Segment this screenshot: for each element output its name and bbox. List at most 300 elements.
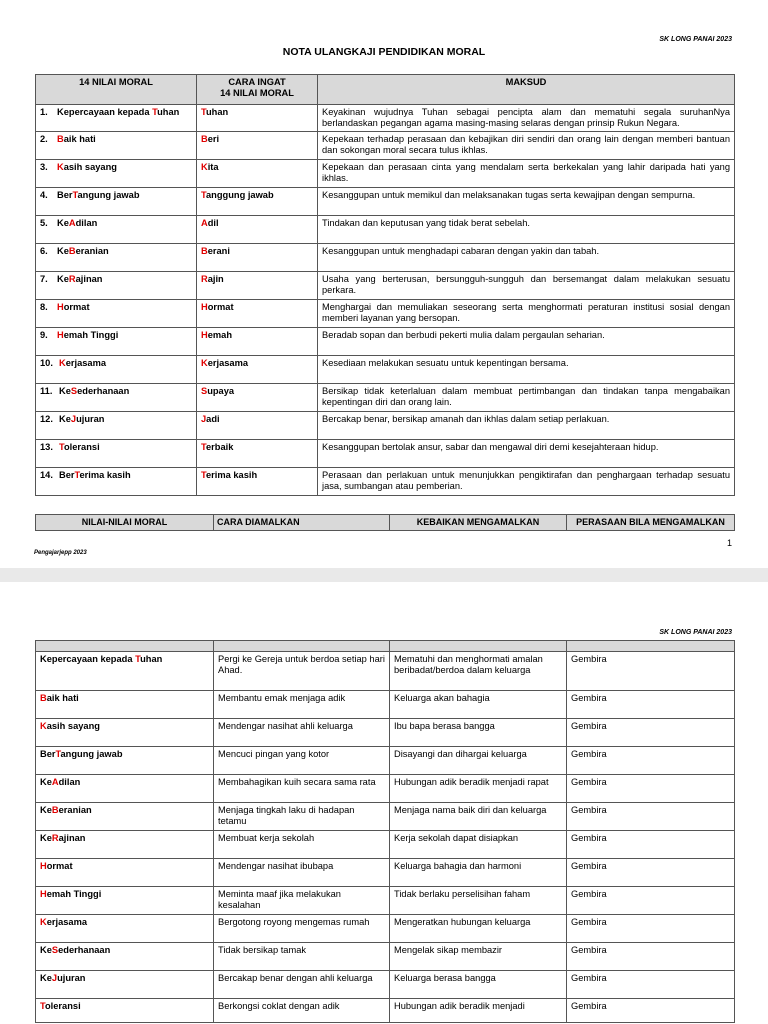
cue-key-letter: J xyxy=(201,414,207,424)
cue-word-rest: erjasama xyxy=(207,358,249,368)
value-name-cell xyxy=(36,943,214,971)
practice-table xyxy=(35,640,735,1023)
header-cara-ingat-line2: 14 NILAI MORAL xyxy=(220,88,294,98)
value-name-rest: ajinan xyxy=(75,274,103,284)
meaning-text: Kesanggupan untuk memikul dan melaksanakan tugas serta kewajipan dengan sempurna. xyxy=(322,190,696,200)
school-header: SK LONG PANAI 2023 xyxy=(659,36,732,43)
value-key-letter: H xyxy=(40,889,47,899)
meaning-text: Kepekaan terhadap perasaan dan kebajikan diri sendiri dan orang lain dengan memberi bantuan dan sokongan moral secara tulus ikhlas. xyxy=(322,134,730,155)
value-name-cell xyxy=(36,105,197,132)
cue-key-letter: T xyxy=(201,190,206,200)
benefit-cell xyxy=(390,915,567,943)
value-name-rest: asih sayang xyxy=(63,162,117,172)
footer-credit: Pengajarjepp 2023 xyxy=(34,550,87,556)
document-page-2 xyxy=(0,582,768,1024)
practice-cell xyxy=(214,803,390,831)
meaning-text: Tindakan dan keputusan yang tidak berat sebelah. xyxy=(322,218,530,228)
benefit-text: Keluarga bahagia dan harmoni xyxy=(394,861,522,871)
meaning-cell xyxy=(318,356,735,384)
value-name-cell xyxy=(36,803,214,831)
meaning-cell xyxy=(318,244,735,272)
value-name-prefix: Ke xyxy=(59,386,71,396)
meaning-text: Kepekaan dan perasaan cinta yang mendalam serta berkekalan yang lahir daripada hati yang ikhlas. xyxy=(322,162,730,183)
practice-text: Mendengar nasihat ibubapa xyxy=(218,861,334,871)
value-key-letter: R xyxy=(51,833,59,843)
header-maksud: MAKSUD xyxy=(318,75,735,105)
value-name-rest: uhan xyxy=(157,107,180,117)
table-row xyxy=(36,188,735,216)
table-row xyxy=(36,915,735,943)
value-name-cell xyxy=(36,999,214,1023)
benefit-text: Hubungan adik beradik menjadi xyxy=(394,1001,525,1011)
header-cara-ingat-line1: CARA INGAT xyxy=(228,77,286,87)
value-name-prefix: Ke xyxy=(40,777,52,787)
value-key-letter: T xyxy=(40,1001,45,1011)
value-name-prefix: Kepercayaan kepada xyxy=(40,654,136,664)
value-name-prefix: Ke xyxy=(40,973,52,983)
feeling-cell xyxy=(567,719,735,747)
practice-cell xyxy=(214,887,390,915)
table-row xyxy=(36,775,735,803)
value-key-letter: S xyxy=(70,386,78,396)
value-name-rest: aik hati xyxy=(63,134,96,144)
practice-text: Menjaga tingkah laku di hadapan tetamu xyxy=(218,805,355,826)
value-name-rest: uhan xyxy=(140,654,163,664)
value-key-letter: T xyxy=(152,107,158,117)
table-row xyxy=(36,160,735,188)
moral-values-table xyxy=(35,74,735,496)
table-row xyxy=(36,356,735,384)
header-cell xyxy=(390,641,567,652)
memory-cue-cell xyxy=(197,160,318,188)
table-row xyxy=(36,747,735,775)
value-name-rest: ormat xyxy=(63,302,90,312)
cue-word-rest: dil xyxy=(207,218,219,228)
feeling-cell xyxy=(567,859,735,887)
cue-word-rest: ormat xyxy=(207,302,234,312)
value-name-prefix: Ke xyxy=(59,414,71,424)
table-row xyxy=(36,244,735,272)
benefit-text: Kerja sekolah dapat disiapkan xyxy=(394,833,519,843)
memory-cue-cell xyxy=(197,384,318,412)
row-number: 6. xyxy=(40,246,48,256)
value-name-cell xyxy=(36,328,197,356)
cue-word-rest: erani xyxy=(207,246,230,256)
memory-cue-cell xyxy=(197,272,318,300)
header-cell xyxy=(567,641,735,652)
practice-text: Mencuci pingan yang kotor xyxy=(218,749,330,759)
value-name-cell xyxy=(36,440,197,468)
meaning-cell xyxy=(318,328,735,356)
value-name-cell xyxy=(36,887,214,915)
cue-word-rest: eri xyxy=(207,134,220,144)
benefit-cell xyxy=(390,971,567,999)
practice-cell xyxy=(214,747,390,775)
value-name-prefix: Ke xyxy=(57,274,69,284)
value-name-rest: angung jawab xyxy=(60,749,123,759)
meaning-text: Perasaan dan perlakuan untuk menunjukkan pengiktirafan dan penghargaan terhadap sesuatu jasa, sumbangan atau pemberian. xyxy=(322,470,730,491)
value-name-rest: erjasama xyxy=(65,358,107,368)
benefit-text: Ibu bapa berasa bangga xyxy=(394,721,495,731)
cue-word-rest: uhan xyxy=(206,107,229,117)
value-name-cell xyxy=(36,244,197,272)
meaning-cell xyxy=(318,384,735,412)
table-row xyxy=(36,105,735,132)
value-key-letter: K xyxy=(59,358,66,368)
memory-cue-cell xyxy=(197,105,318,132)
value-key-letter: B xyxy=(57,134,64,144)
table-header-row xyxy=(36,515,735,531)
value-name-rest: ujuran xyxy=(57,973,86,983)
cue-word-rest: erima kasih xyxy=(206,470,258,480)
feeling-cell xyxy=(567,652,735,691)
benefit-text: Mengeratkan hubungan keluarga xyxy=(394,917,531,927)
table-row xyxy=(36,132,735,160)
practice-text: Mendengar nasihat ahli keluarga xyxy=(218,721,353,731)
value-name-rest: ederhanaan xyxy=(77,386,130,396)
value-name-rest: dilan xyxy=(58,777,81,787)
practice-text: Tidak bersikap tamak xyxy=(218,945,307,955)
value-key-letter: J xyxy=(70,414,77,424)
benefit-cell xyxy=(390,691,567,719)
row-number: 13. xyxy=(40,442,53,452)
cue-word-rest: ita xyxy=(207,162,219,172)
value-key-letter: K xyxy=(40,721,47,731)
practice-cell xyxy=(214,831,390,859)
value-name-rest: ujuran xyxy=(76,414,105,424)
header-kebaikan: KEBAIKAN MENGAMALKAN xyxy=(390,515,567,531)
table-row xyxy=(36,216,735,244)
practice-text: Meminta maaf jika melakukan kesalahan xyxy=(218,889,341,910)
cue-key-letter: K xyxy=(201,358,208,368)
row-number: 10. xyxy=(40,358,53,368)
cue-key-letter: T xyxy=(201,470,206,480)
memory-cue-cell xyxy=(197,328,318,356)
table-row xyxy=(36,691,735,719)
meaning-text: Kesanggupan untuk menghadapi cabaran dengan yakin dan tabah. xyxy=(322,246,600,256)
value-key-letter: S xyxy=(51,945,59,955)
feeling-text: Gembira xyxy=(571,805,607,815)
meaning-text: Beradab sopan dan berbudi pekerti mulia dalam pergaulan seharian. xyxy=(322,330,605,340)
value-name-prefix: Ber xyxy=(59,470,75,480)
memory-cue-cell xyxy=(197,216,318,244)
practice-text: Membuat kerja sekolah xyxy=(218,833,315,843)
practice-text: Bercakap benar dengan ahli keluarga xyxy=(218,973,373,983)
table-row xyxy=(36,412,735,440)
feeling-text: Gembira xyxy=(571,861,607,871)
cue-key-letter: T xyxy=(201,442,206,452)
value-name-rest: angung jawab xyxy=(77,190,140,200)
benefit-text: Menjaga nama baik diri dan keluarga xyxy=(394,805,547,815)
benefit-cell xyxy=(390,747,567,775)
practice-cell xyxy=(214,943,390,971)
benefit-cell xyxy=(390,943,567,971)
header-nilai-nilai: NILAI-NILAI MORAL xyxy=(36,515,214,531)
feeling-cell xyxy=(567,803,735,831)
meaning-cell xyxy=(318,105,735,132)
practice-cell xyxy=(214,999,390,1023)
memory-cue-cell xyxy=(197,132,318,160)
value-name-cell xyxy=(36,691,214,719)
table-row xyxy=(36,652,735,691)
value-name-rest: asih sayang xyxy=(46,721,100,731)
cue-word-rest: adi xyxy=(206,414,220,424)
value-name-prefix: Ke xyxy=(57,218,69,228)
practice-text: Membantu emak menjaga adik xyxy=(218,693,346,703)
cue-word-rest: emah xyxy=(207,330,233,340)
table-header-row xyxy=(36,641,735,652)
feeling-text: Gembira xyxy=(571,654,607,664)
value-name-cell xyxy=(36,160,197,188)
benefit-cell xyxy=(390,887,567,915)
value-name-cell xyxy=(36,356,197,384)
value-name-cell xyxy=(36,831,214,859)
memory-cue-cell xyxy=(197,440,318,468)
meaning-text: Menghargai dan memuliakan seseorang serta menghormati peraturan institusi sosial dengan memberi layanan yang bersopan. xyxy=(322,302,730,323)
table-row xyxy=(36,440,735,468)
table-row xyxy=(36,999,735,1023)
benefit-text: Keluarga akan bahagia xyxy=(394,693,490,703)
benefit-cell xyxy=(390,652,567,691)
table-header-row xyxy=(36,75,735,105)
value-name-rest: ederhanaan xyxy=(58,945,111,955)
header-cell xyxy=(214,641,390,652)
value-key-letter: T xyxy=(59,442,64,452)
practice-text: Pergi ke Gereja untuk berdoa setiap hari Ahad. xyxy=(218,654,385,675)
value-name-cell xyxy=(36,272,197,300)
value-name-rest: ormat xyxy=(46,861,73,871)
table-row xyxy=(36,859,735,887)
value-name-cell xyxy=(36,412,197,440)
practice-cell xyxy=(214,691,390,719)
meaning-text: Kesanggupan bertolak ansur, sabar dan mengawal diri demi kesejahteraan hidup. xyxy=(322,442,659,452)
table-row xyxy=(36,384,735,412)
table-row xyxy=(36,272,735,300)
benefit-cell xyxy=(390,719,567,747)
table-row xyxy=(36,971,735,999)
memory-cue-cell xyxy=(197,244,318,272)
memory-cue-cell xyxy=(197,188,318,216)
feeling-text: Gembira xyxy=(571,917,607,927)
value-key-letter: B xyxy=(40,693,47,703)
table-row xyxy=(36,328,735,356)
value-key-letter: T xyxy=(72,190,78,200)
practice-text: Membahagikan kuih secara sama rata xyxy=(218,777,376,787)
meaning-text: Bersikap tidak keterlaluan dalam membuat pertimbangan dan tindakan tanpa mengabaikan kepentingan diri dan orang lain. xyxy=(322,386,730,407)
value-key-letter: H xyxy=(57,302,64,312)
value-name-cell xyxy=(36,216,197,244)
value-key-letter: K xyxy=(40,917,47,927)
value-name-cell xyxy=(36,300,197,328)
practice-cell xyxy=(214,652,390,691)
row-number: 8. xyxy=(40,302,48,312)
table-row xyxy=(36,943,735,971)
feeling-cell xyxy=(567,943,735,971)
row-number: 14. xyxy=(40,470,53,480)
feeling-text: Gembira xyxy=(571,1001,607,1011)
feeling-text: Gembira xyxy=(571,889,607,899)
meaning-cell xyxy=(318,468,735,496)
value-key-letter: A xyxy=(51,777,59,787)
value-name-prefix: Ber xyxy=(57,190,73,200)
value-name-rest: aik hati xyxy=(46,693,79,703)
feeling-cell xyxy=(567,831,735,859)
value-name-rest: erjasama xyxy=(46,917,88,927)
practice-cell xyxy=(214,915,390,943)
page-number: 1 xyxy=(726,538,732,548)
value-name-rest: oleransi xyxy=(45,1001,81,1011)
value-name-prefix: Ke xyxy=(57,246,69,256)
row-number: 3. xyxy=(40,162,48,172)
memory-cue-cell xyxy=(197,412,318,440)
value-key-letter: H xyxy=(57,330,64,340)
value-key-letter: R xyxy=(68,274,76,284)
value-name-prefix: Ber xyxy=(40,749,56,759)
value-name-rest: erima kasih xyxy=(79,470,131,480)
value-key-letter: T xyxy=(74,470,80,480)
meaning-cell xyxy=(318,440,735,468)
feeling-text: Gembira xyxy=(571,973,607,983)
row-number: 11. xyxy=(40,386,53,396)
row-number: 5. xyxy=(40,218,48,228)
value-name-prefix: Ke xyxy=(40,833,52,843)
feeling-cell xyxy=(567,691,735,719)
benefit-text: Keluarga berasa bangga xyxy=(394,973,496,983)
practice-cell xyxy=(214,971,390,999)
cue-key-letter: R xyxy=(201,274,208,284)
value-name-rest: oleransi xyxy=(64,442,100,452)
table-row xyxy=(36,831,735,859)
meaning-cell xyxy=(318,216,735,244)
cue-key-letter: B xyxy=(201,246,208,256)
value-name-rest: emah Tinggi xyxy=(63,330,119,340)
feeling-cell xyxy=(567,775,735,803)
value-name-prefix: Ke xyxy=(40,945,52,955)
school-header: SK LONG PANAI 2023 xyxy=(659,629,732,636)
value-name-rest: dilan xyxy=(75,218,98,228)
cue-key-letter: T xyxy=(201,107,206,117)
cue-word-rest: anggung jawab xyxy=(206,190,274,200)
meaning-cell xyxy=(318,132,735,160)
value-name-cell xyxy=(36,971,214,999)
meaning-cell xyxy=(318,272,735,300)
feeling-text: Gembira xyxy=(571,693,607,703)
meaning-text: Keyakinan wujudnya Tuhan sebagai pencipta alam dan mematuhi segala suruhanNya berlandaskan pegangan agama masing-masing selaras dengan prinsip Rukun Negara. xyxy=(322,107,730,128)
feeling-text: Gembira xyxy=(571,721,607,731)
cue-key-letter: A xyxy=(201,218,208,228)
feeling-cell xyxy=(567,747,735,775)
practice-cell xyxy=(214,859,390,887)
benefit-cell xyxy=(390,775,567,803)
feeling-cell xyxy=(567,915,735,943)
cue-key-letter: S xyxy=(201,386,208,396)
value-name-rest: emah Tinggi xyxy=(46,889,102,899)
feeling-cell xyxy=(567,887,735,915)
value-name-rest: eranian xyxy=(75,246,109,256)
value-name-rest: ajinan xyxy=(58,833,86,843)
value-key-letter: K xyxy=(57,162,64,172)
value-name-cell xyxy=(36,775,214,803)
cue-word-rest: erbaik xyxy=(206,442,234,452)
value-name-cell xyxy=(36,188,197,216)
meaning-cell xyxy=(318,412,735,440)
header-perasaan: PERASAAN BILA MENGAMALKAN xyxy=(567,515,735,531)
value-key-letter: J xyxy=(51,973,58,983)
value-name-cell xyxy=(36,859,214,887)
row-number: 9. xyxy=(40,330,48,340)
practice-cell xyxy=(214,775,390,803)
memory-cue-cell xyxy=(197,300,318,328)
meaning-cell xyxy=(318,188,735,216)
header-cara-diamalkan: CARA DIAMALKAN xyxy=(214,515,390,531)
cue-key-letter: H xyxy=(201,330,208,340)
feeling-text: Gembira xyxy=(571,749,607,759)
feeling-text: Gembira xyxy=(571,777,607,787)
feeling-text: Gembira xyxy=(571,945,607,955)
table-row xyxy=(36,719,735,747)
cue-key-letter: K xyxy=(201,162,208,172)
cue-key-letter: B xyxy=(201,134,208,144)
benefit-cell xyxy=(390,803,567,831)
benefit-text: Mematuhi dan menghormati amalan beribadat/berdoa dalam keluarga xyxy=(394,654,543,675)
feeling-cell xyxy=(567,971,735,999)
value-key-letter: B xyxy=(51,805,59,815)
row-number: 7. xyxy=(40,274,48,284)
header-cara-ingat xyxy=(197,75,318,105)
value-name-rest: eranian xyxy=(58,805,92,815)
benefit-cell xyxy=(390,859,567,887)
value-key-letter: B xyxy=(68,246,76,256)
meaning-text: Kesediaan melakukan sesuatu untuk kepentingan bersama. xyxy=(322,358,569,368)
table-row xyxy=(36,300,735,328)
feeling-text: Gembira xyxy=(571,833,607,843)
table-row xyxy=(36,887,735,915)
cue-key-letter: H xyxy=(201,302,208,312)
practice-text: Bergotong royong mengemas rumah xyxy=(218,917,370,927)
value-key-letter: T xyxy=(55,749,61,759)
benefit-cell xyxy=(390,831,567,859)
memory-cue-cell xyxy=(197,356,318,384)
practice-table-header xyxy=(35,514,735,531)
value-name-cell xyxy=(36,915,214,943)
meaning-cell xyxy=(318,300,735,328)
table-row xyxy=(36,803,735,831)
row-number: 4. xyxy=(40,190,48,200)
value-name-cell xyxy=(36,652,214,691)
cue-word-rest: ajin xyxy=(207,274,224,284)
value-name-cell xyxy=(36,132,197,160)
table-row xyxy=(36,468,735,496)
value-key-letter: T xyxy=(135,654,141,664)
header-cell xyxy=(36,641,214,652)
benefit-text: Tidak berlaku perselisihan faham xyxy=(394,889,531,899)
benefit-text: Hubungan adik beradik menjadi rapat xyxy=(394,777,549,787)
memory-cue-cell xyxy=(197,468,318,496)
value-name-cell xyxy=(36,747,214,775)
benefit-text: Disayangi dan dihargai keluarga xyxy=(394,749,527,759)
value-key-letter: H xyxy=(40,861,47,871)
row-number: 1. xyxy=(40,107,48,117)
row-number: 12. xyxy=(40,414,53,424)
benefit-text: Mengelak sikap membazir xyxy=(394,945,502,955)
feeling-cell xyxy=(567,999,735,1023)
value-key-letter: A xyxy=(68,218,76,228)
value-name-cell xyxy=(36,468,197,496)
benefit-cell xyxy=(390,999,567,1023)
meaning-text: Bercakap benar, bersikap amanah dan ikhlas dalam setiap perlakuan. xyxy=(322,414,610,424)
meaning-text: Usaha yang berterusan, bersungguh-sungguh dan bersemangat dalam melakukan sesuatu perkara. xyxy=(322,274,730,295)
cue-word-rest: upaya xyxy=(207,386,235,396)
